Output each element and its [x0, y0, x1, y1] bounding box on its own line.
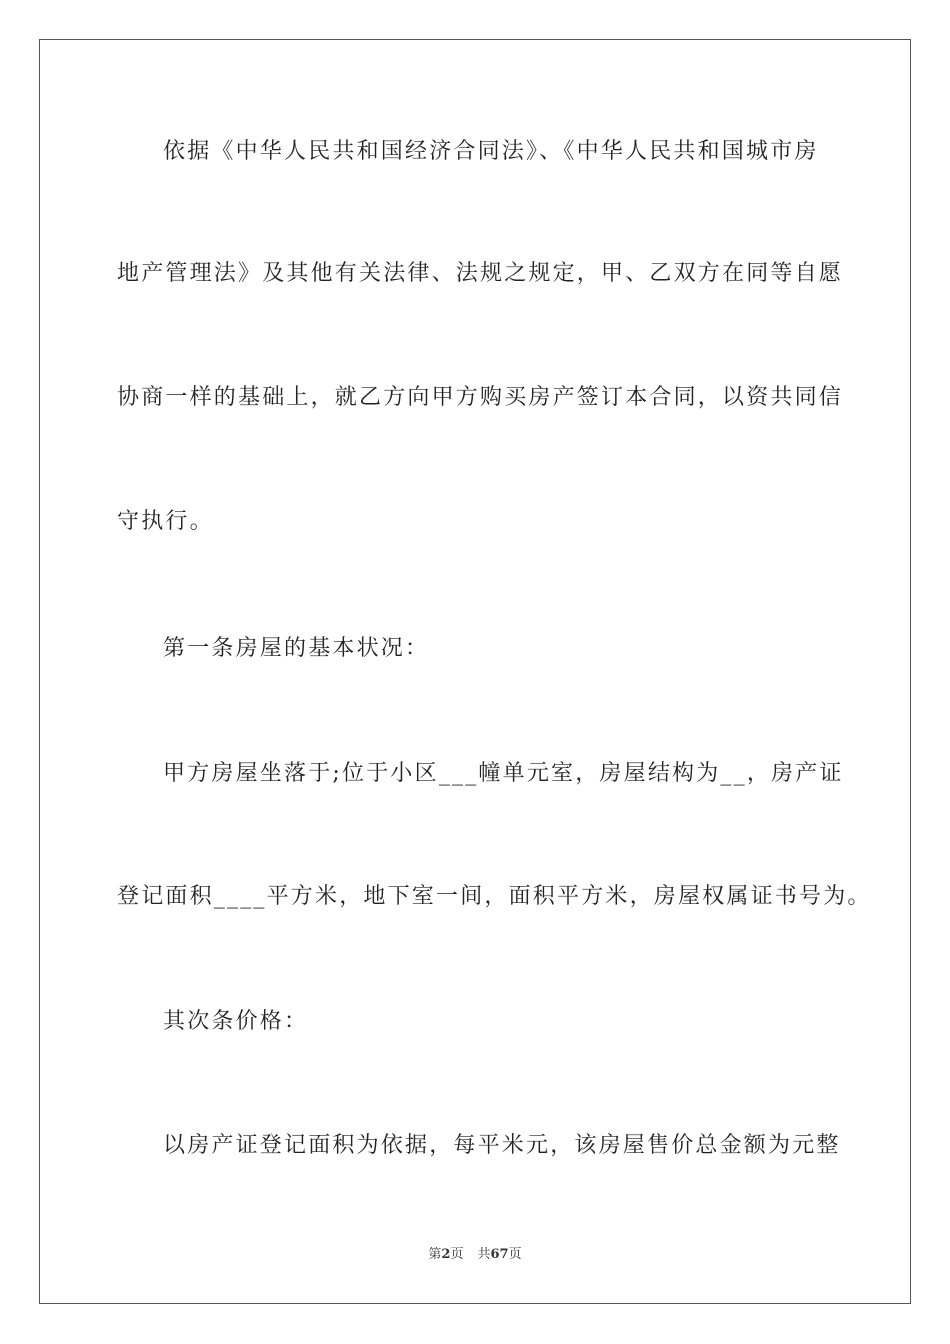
body-line-2: 地产管理法》及其他有关法律、法规之规定，甲、乙双方在同等自愿	[117, 261, 844, 286]
section-heading-1: 第一条房屋的基本状况：	[163, 636, 430, 661]
body-line-4: 守执行。	[117, 509, 214, 534]
footer-total-pages: 67	[490, 1247, 509, 1262]
page-footer	[0, 1246, 950, 1264]
footer-page-number: 2	[441, 1247, 451, 1262]
footer-page-prefix: 第	[428, 1247, 442, 1262]
footer-total-prefix: 共	[477, 1247, 491, 1262]
footer-page-suffix: 页	[450, 1247, 464, 1262]
body-line-7: 以房产证登记面积为依据，每平米元，该房屋售价总金额为元整	[163, 1133, 841, 1158]
section-heading-2: 其次条价格：	[163, 1009, 309, 1034]
body-line-5: 甲方房屋坐落于;位于小区___幢单元室，房屋结构为__，房产证	[163, 761, 844, 786]
page-frame	[39, 39, 911, 1304]
footer-total-suffix: 页	[508, 1247, 522, 1262]
body-line-3: 协商一样的基础上，就乙方向甲方购买房产签订本合同，以资共同信	[117, 385, 844, 410]
body-line-6: 登记面积____平方米，地下室一间，面积平方米，房屋权属证书号为。	[117, 884, 872, 909]
body-line-1: 依据《中华人民共和国经济合同法》、《中华人民共和国城市房	[163, 139, 819, 164]
